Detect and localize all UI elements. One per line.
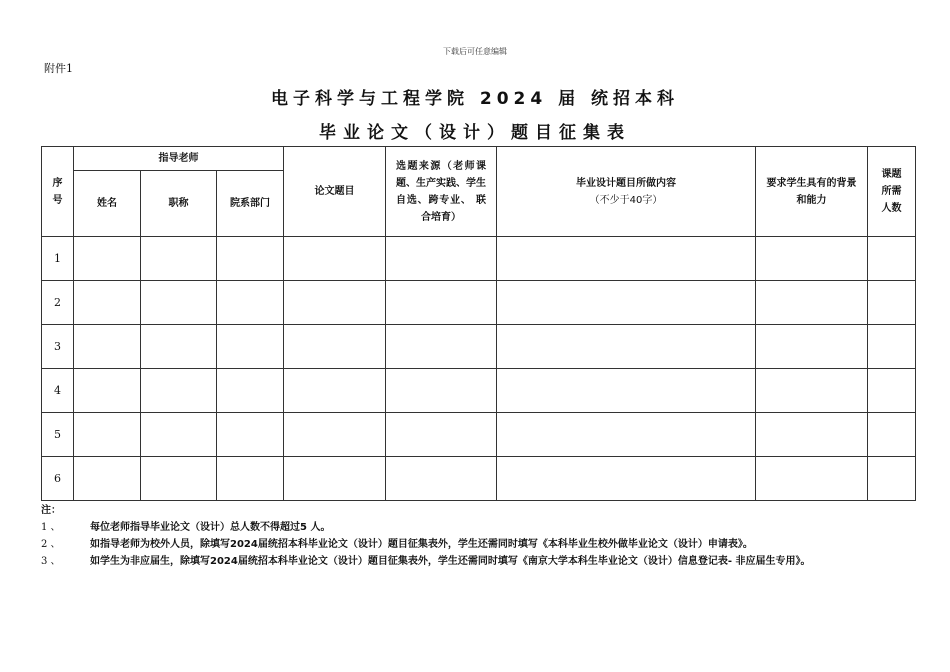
cell-thesis-title[interactable] [284,413,386,457]
notes-title: 注： [41,505,61,516]
cell-thesis-title[interactable] [284,325,386,369]
cell-rank[interactable] [141,325,217,369]
attachment-label: 附件1 [44,62,73,75]
cell-topic-source[interactable] [386,369,497,413]
note-text: 如学生为非应届生，除填写2024届统招本科毕业论文（设计）题目征集表外，学生还需同时填写《南京大学本科生毕业论文（设计）信息登记表- 非应届生专用》。 [90,556,811,567]
cell-dept[interactable] [217,281,284,325]
cell-topic-source[interactable] [386,325,497,369]
cell-dept[interactable] [217,457,284,501]
cell-name[interactable] [74,325,141,369]
cell-name[interactable] [74,457,141,501]
notes-section [41,502,921,570]
cell-headcount[interactable] [868,281,916,325]
note-text: 如指导老师为校外人员，除填写2024届统招本科毕业论文（设计）题目征集表外，学生还需同时填写《本科毕业生校外做毕业论文（设计）申请表》。 [90,539,753,550]
note-item [41,519,921,536]
cell-dept[interactable] [217,237,284,281]
header-note: 下载后可任意编辑 [443,47,507,56]
row-index: 1 [42,237,74,281]
cell-name[interactable] [74,369,141,413]
cell-topic-source[interactable] [386,457,497,501]
cell-requirements[interactable] [756,237,868,281]
header-advisor-dept: 院系部门 [217,171,284,237]
row-index: 3 [42,325,74,369]
table-row [42,369,916,413]
header-advisor-name: 姓名 [74,171,141,237]
cell-requirements[interactable] [756,457,868,501]
cell-requirements[interactable] [756,325,868,369]
header-thesis-title: 论文题目 [284,147,386,237]
header-advisor-rank: 职称 [141,171,217,237]
form-title-line1: 电子科学与工程学院 2024 届 统招本科 [270,89,680,109]
cell-requirements[interactable] [756,369,868,413]
cell-design-content[interactable] [497,237,756,281]
form-title-line2: 毕业论文（设计）题目征集表 [319,123,631,143]
note-item [41,536,921,553]
row-index: 4 [42,369,74,413]
note-item [41,553,921,570]
cell-headcount[interactable] [868,413,916,457]
cell-design-content[interactable] [497,369,756,413]
cell-thesis-title[interactable] [284,457,386,501]
table-row [42,413,916,457]
cell-design-content[interactable] [497,457,756,501]
cell-name[interactable] [74,413,141,457]
note-index: 2 、 [41,539,61,550]
cell-dept[interactable] [217,369,284,413]
cell-headcount[interactable] [868,457,916,501]
cell-dept[interactable] [217,325,284,369]
cell-headcount[interactable] [868,369,916,413]
cell-name[interactable] [74,237,141,281]
table-row [42,281,916,325]
table-row [42,457,916,501]
row-index: 2 [42,281,74,325]
cell-name[interactable] [74,281,141,325]
cell-thesis-title[interactable] [284,281,386,325]
cell-requirements[interactable] [756,413,868,457]
header-design-content-note: （不少于40字） [589,194,663,206]
cell-rank[interactable] [141,369,217,413]
cell-headcount[interactable] [868,237,916,281]
cell-design-content[interactable] [497,325,756,369]
cell-headcount[interactable] [868,325,916,369]
header-advisor-group: 指导老师 [74,147,284,171]
header-row-1 [42,147,916,171]
note-index: 1 、 [41,522,61,533]
cell-rank[interactable] [141,237,217,281]
cell-topic-source[interactable] [386,237,497,281]
cell-topic-source[interactable] [386,281,497,325]
table-row [42,325,916,369]
cell-thesis-title[interactable] [284,369,386,413]
cell-design-content[interactable] [497,413,756,457]
cell-dept[interactable] [217,413,284,457]
cell-topic-source[interactable] [386,413,497,457]
note-index: 3 、 [41,556,61,567]
topic-collection-table [41,146,916,501]
header-topic-source: 选题来源（老师课题、生产实践、学生自选、跨专业、 联合培育） [386,147,497,237]
table-row [42,237,916,281]
header-student-requirements: 要求学生具有的背景和能力 [756,147,868,237]
note-text: 每位老师指导毕业论文（设计）总人数不得超过5 人。 [90,522,331,533]
cell-design-content[interactable] [497,281,756,325]
cell-requirements[interactable] [756,281,868,325]
cell-rank[interactable] [141,413,217,457]
header-index: 序号 [42,147,74,237]
row-index: 6 [42,457,74,501]
cell-rank[interactable] [141,281,217,325]
header-design-content: 毕业设计题目所做内容 （不少于40字） [497,147,756,237]
cell-thesis-title[interactable] [284,237,386,281]
row-index: 5 [42,413,74,457]
cell-rank[interactable] [141,457,217,501]
header-headcount: 课题所需人数 [868,147,916,237]
